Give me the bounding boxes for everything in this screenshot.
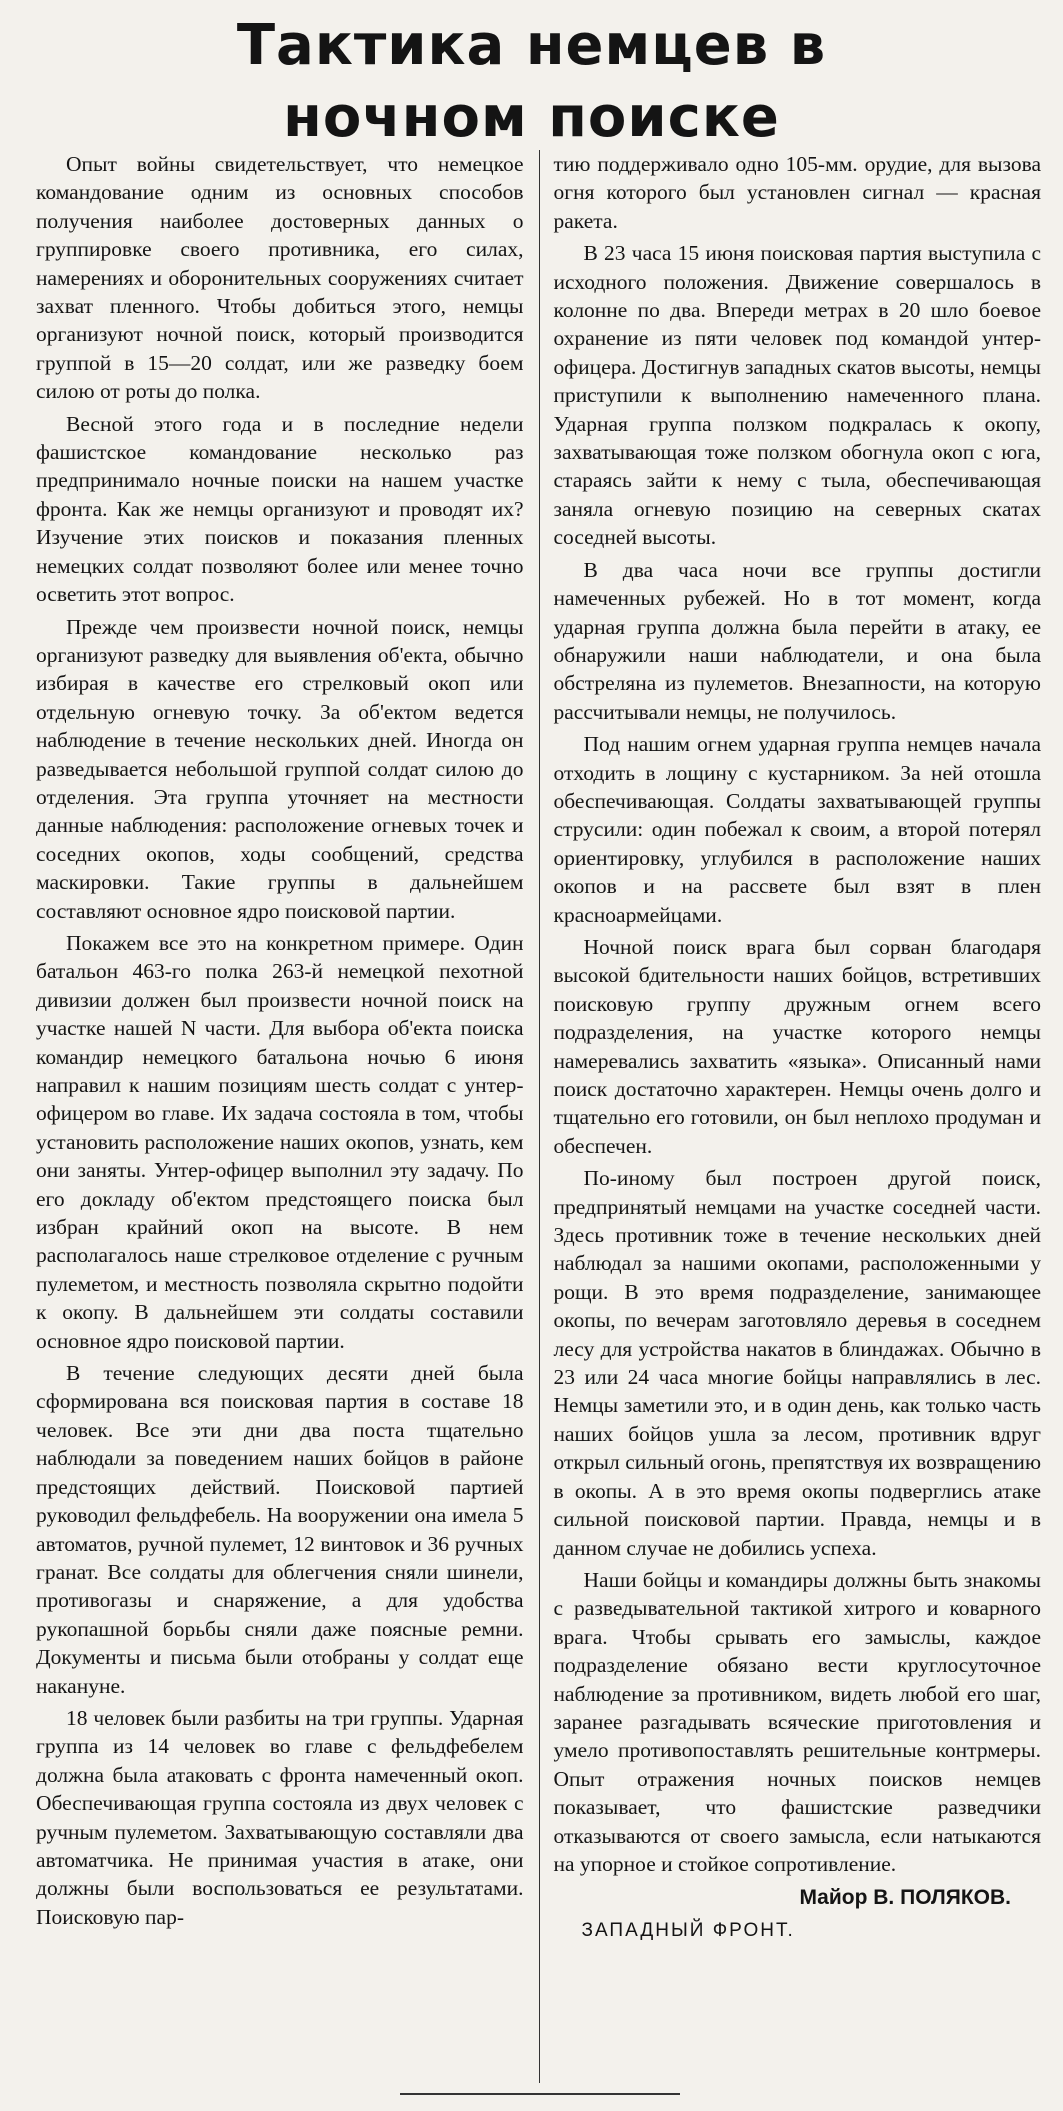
paragraph-continued: тию поддерживало одно 105-мм. орудие, для вызова огня которого был установлен сигнал — красная ракета.: [553, 152, 1041, 233]
paragraph: 18 человек были разбиты на три группы. Ударная группа из 14 человек во главе с фельдфебелем должна была атаковать с фронта намеченный окоп. Обеспечивающая группа состояла из двух человек с ручным пулеметом. Захватывающую составляли два автоматчика. Не принимая участия в атаке, они должны были воспользоваться ее результатами. Поисковую пар-: [36, 1705, 524, 1929]
paragraph: Весной этого года и в последние недели фашистское командование несколько раз предпринимало ночные поиски на нашем участке фронта. Как же немцы организуют и проводят их? Изучение этих поисков и показания пленных немецких солдат позволяют более или менее точно осветить этот вопрос.: [36, 411, 524, 607]
article-headline: [0, 0, 1063, 156]
headline-line-2: ночном поиске: [283, 85, 780, 150]
paragraph: Прежде чем произвести ночной поиск, немцы организуют разведку для выявления об'екта, обычно избирая в качестве его стрелковый окоп или отдельную огневую точку. За об'ектом ведется наблюдение в течение нескольких дней. Иногда он разведывается небольшой группой солдат силою до отделения. Эта группа уточняет на местности данные наблюдения: расположение огневых точек и соседних окопов, ходы сообщений, средства маскировки. Такие группы в дальнейшем составляют основное ядро поисковой партии.: [36, 614, 524, 923]
right-column: [540, 150, 1042, 2083]
article-body: [36, 150, 1041, 2083]
paragraph: Под нашим огнем ударная группа немцев начала отходить в лощину с кустарником. За ней отошла обеспечивающая. Солдаты захватывающей группы струсили: один побежал к своим, а второй потерял ориентировку, углубился в расположение наших окопов и на рассвете был взят в плен красноармейцами.: [553, 732, 1041, 927]
front-dateline: ЗАПАДНЫЙ ФРОНТ.: [581, 1919, 795, 1941]
left-column: [36, 150, 540, 2083]
paragraph: Покажем все это на конкретном примере. Один батальон 463-го полка 263-й немецкой пехотной дивизии должен был произвести ночной поиск на участке нашей N части. Для выбора об'екта поиска командир немецкого батальона ночью 6 июня направил к нашим позициям шесть солдат с унтер-офицером во главе. Их задача состояла в том, чтобы установить расположение наших окопов, узнать, кем они заняты. Унтер-офицер выполнил эту задачу. По его докладу об'ектом предстоящего поиска был избран крайний окоп на высоте. В нем располагалось наше стрелковое отделение с ручным пулеметом, и местность позволяла скрытно подойти к окопу. В дальнейшем эти солдаты составили основное ядро поисковой партии.: [36, 930, 524, 1353]
paragraph: В течение следующих десяти дней была сформирована вся поисковая партия в составе 18 человек. Все эти дни два поста тщательно наблюдали за поведением наших бойцов в районе предстоящих действий. Поисковой партией руководил фельдфебель. На вооружении она имела 5 автоматов, ручной пулемет, 12 винтовок и 36 ручных гранат. Все солдаты для облегчения сняли шинели, противогазы и снаряжение, а для удобства рукопашной борьбы сняли даже поясные ремни. Документы и письма были отобраны у солдат еще накануне.: [36, 1361, 524, 1698]
author-signature: Майор В. ПОЛЯКОВ.: [799, 1886, 1011, 1910]
headline-line-1: Тактика немцев в: [236, 13, 827, 78]
paragraph: Опыт войны свидетельствует, что немецкое командование одним из основных способов получения наиболее достоверных данных о группировке своего противника, его силах, намерениях и оборонительных сооружениях считает захват пленного. Чтобы добиться этого, немцы организуют ночной поиск, который производится группой в 15—20 солдат, или же разведку боем силою от роты до полка.: [36, 152, 524, 404]
paragraph: По-иному был построен другой поиск, предпринятый немцами на участке соседней части. Здесь противник тоже в течение нескольких дней наблюдал за нашими окопами, расположенными у рощи. В это время подразделение, занимающее окопы, по вечерам заготовляло деревья в соседнем лесу для устройства накатов в блиндажах. Обычно в 23 или 24 часа многие бойцы направлялись в лес. Немцы заметили это, и в один день, как только часть наших бойцов ушла за лесом, противник вдруг открыл сильный огонь, препятствуя их возвращению в окопы. А в это время окопы подверглись атаке сильной поисковой партии. Правда, немцы и в данном случае не добились успеха.: [553, 1166, 1041, 1560]
bottom-divider: [400, 2093, 680, 2095]
paragraph: Ночной поиск врага был сорван благодаря высокой бдительности наших бойцов, встретивших поисковую группу дружным огнем всего подразделения, на участке которого немцы намеревались захватить «языка». Описанный нами поиск достаточно характерен. Немцы очень долго и тщательно его готовили, он был неплохо продуман и обеспечен.: [553, 934, 1041, 1158]
paragraph: В два часа ночи все группы достигли намеченных рубежей. Но в тот момент, когда ударная группа должна была перейти в атаку, ее обнаружили наши наблюдатели, и она была обстреляна из пулеметов. Внезапности, на которую рассчитывали немцы, не получилось.: [553, 557, 1041, 724]
paragraph: В 23 часа 15 июня поисковая партия выступила с исходного положения. Движение совершалось в колонне по два. Впереди метрах в 20 шло боевое охранение из пяти человек под командой унтер-офицера. Достигнув западных скатов высоты, немцы приступили к выполнению намеченного плана. Ударная группа ползком подкралась к окопу, захватывающая тоже ползком обогнула окоп с юга, стараясь зайти к нему с тыла, обеспечивающая заняла огневую позицию на северных скатах соседней высоты.: [553, 241, 1041, 550]
paragraph: Наши бойцы и командиры должны быть знакомы с разведывательной тактикой хитрого и коварного врага. Чтобы срывать его замыслы, каждое подразделение обязано вести круглосуточное наблюдение за противником, видеть любой его шаг, заранее разгадывать всяческие приготовления и умело противопоставлять решительные контрмеры. Опыт отражения ночных поисков немцев показывает, что фашистские разведчики отказываются от своего замысла, если натыкаются на упорное и стойкое сопротивление.: [553, 1567, 1041, 1876]
